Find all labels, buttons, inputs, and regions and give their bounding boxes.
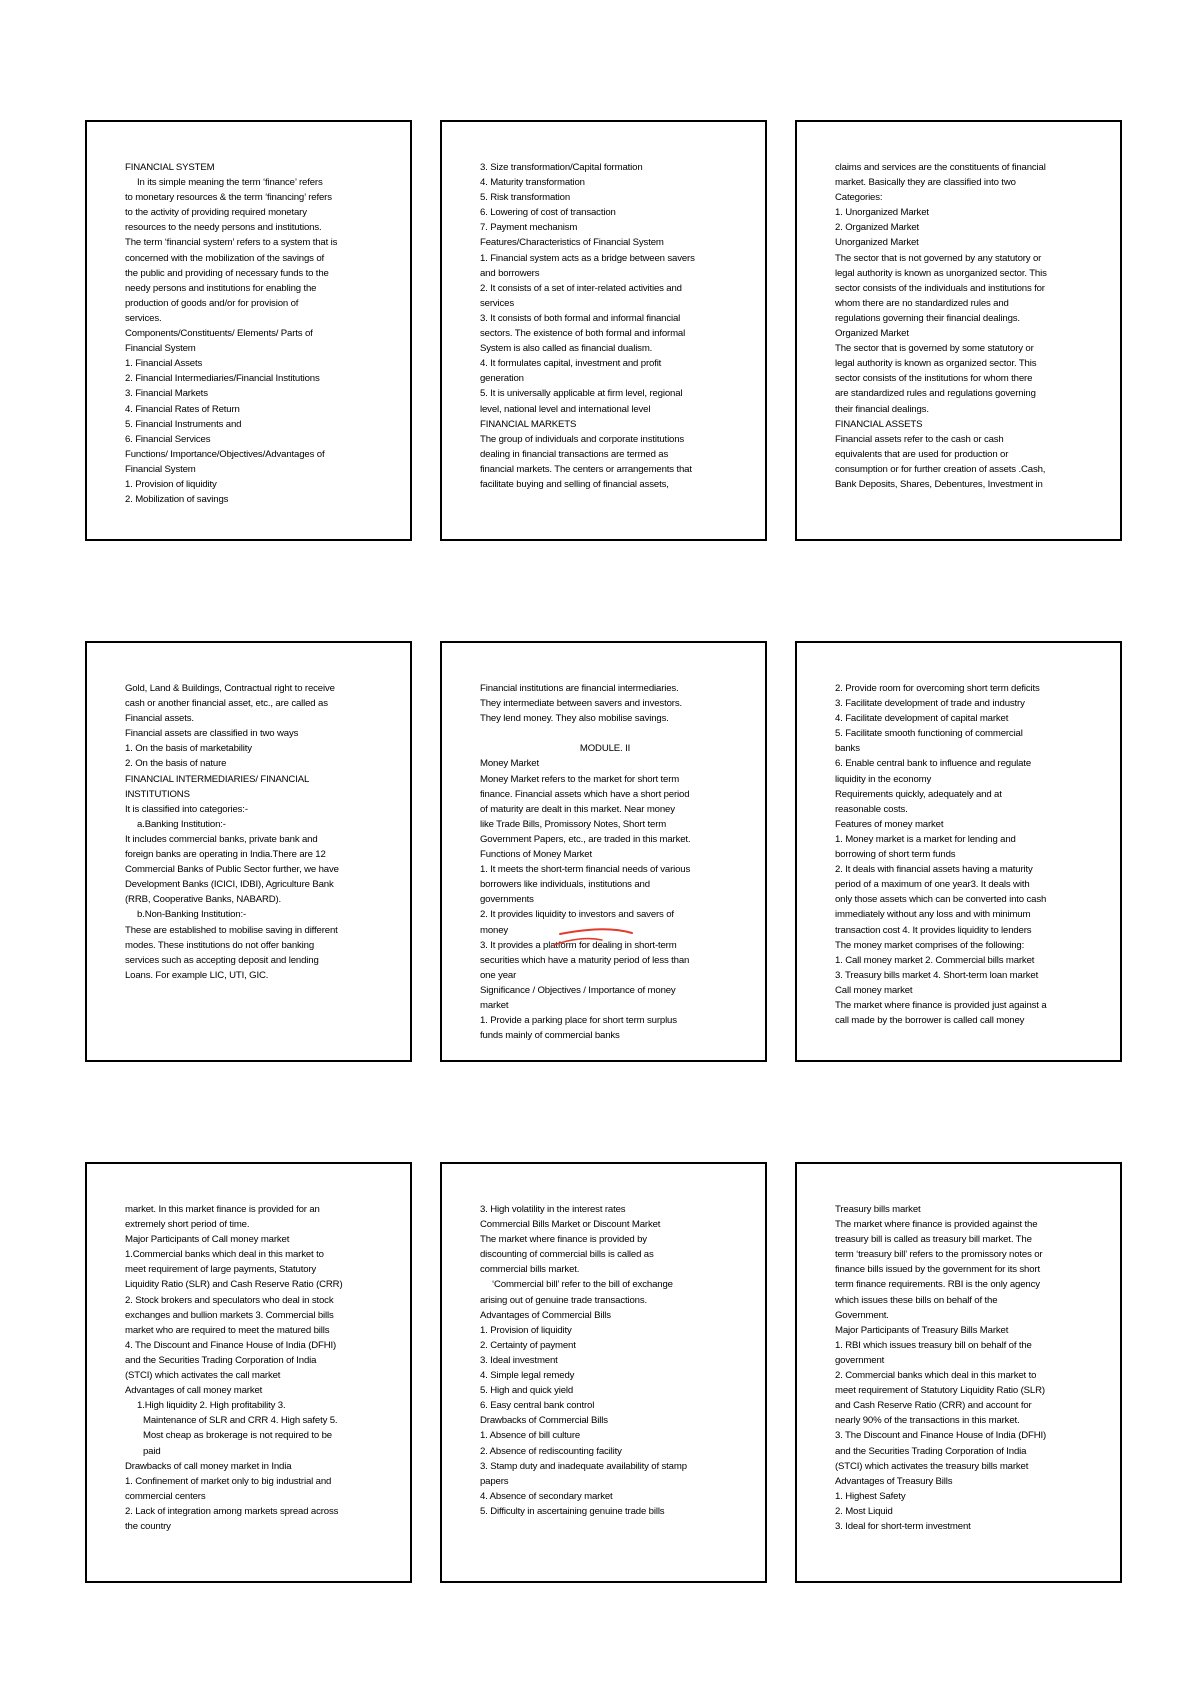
slide-text-line: 3. Stamp duty and inadequate availability of stamp xyxy=(480,1460,687,1472)
slide-text-line: Call money market xyxy=(835,984,913,996)
slide-text-line: production of goods and/or for provision of xyxy=(125,297,299,309)
slide-text-line: sectors. The existence of both formal and informal xyxy=(480,328,686,340)
slide-text-line: 4. It formulates capital, investment and profit xyxy=(480,358,662,370)
slide-text-line: 2. Stock brokers and speculators who deal in stock xyxy=(125,1294,334,1306)
slide-text-line: Loans. For example LIC, UTI, GIC. xyxy=(125,969,269,981)
slide-text-line: Financial System xyxy=(125,463,196,475)
slide-text-line: 1. Call money market 2. Commercial bills market xyxy=(835,954,1035,966)
slide-text-line: finance bills issued by the government for its short xyxy=(835,1264,1040,1276)
slide-text xyxy=(835,160,1085,492)
slide-text-line: commercial bills market. xyxy=(480,1264,580,1276)
slide-text-line: The market where finance is provided against the xyxy=(835,1219,1038,1231)
slide-text-line: concerned with the mobilization of the savings of xyxy=(125,252,325,264)
slide-text-line: liquidity in the economy xyxy=(835,773,932,785)
slide-text-line: 1. Provide a parking place for short term surplus xyxy=(480,1015,677,1027)
slide-text-line: Commercial Bills Market or Discount Market xyxy=(480,1219,661,1231)
slide-text-line: 3. Treasury bills market 4. Short-term loan market xyxy=(835,969,1039,981)
slide-text-line: services. xyxy=(125,312,162,324)
slide-text-line: meet requirement of large payments, Statutory xyxy=(125,1264,317,1276)
slide-text-line: governments xyxy=(480,894,534,906)
slide-text-line: 2. Provide room for overcoming short term deficits xyxy=(835,683,1040,694)
slide-text-line: meet requirement of Statutory Liquidity Ratio (SLR) xyxy=(835,1385,1045,1397)
slide-text xyxy=(835,681,1085,1028)
slide-text-line: dealing in financial transactions are termed as xyxy=(480,448,669,460)
slide-text xyxy=(835,1202,1085,1534)
slide-text-line: 1. Absence of bill culture xyxy=(480,1430,581,1442)
slide-thumbnail[interactable] xyxy=(440,1162,767,1583)
slide-text-line: to monetary resources & the term ‘financing’ refers xyxy=(125,192,332,204)
slide-text-line: FINANCIAL SYSTEM xyxy=(125,162,215,173)
slide-text-line: FINANCIAL MARKETS xyxy=(480,418,577,430)
slide-text-line: 6. Lowering of cost of transaction xyxy=(480,207,616,219)
slide-text-line: a.Banking Institution:- xyxy=(137,818,226,830)
slide-text-line: needy persons and institutions for enabling the xyxy=(125,282,317,294)
slide-text-line: 1. Provision of liquidity xyxy=(125,478,217,490)
slide-text-line: of maturity are dealt in this market. Near money xyxy=(480,803,675,815)
slide-text-line: MODULE. II xyxy=(579,743,631,755)
slide-text-line: treasury bill is called as treasury bill market. The xyxy=(835,1234,1032,1246)
slide-text-line: FINANCIAL INTERMEDIARIES/ FINANCIAL xyxy=(125,773,310,785)
slide-text-line: Advantages of Commercial Bills xyxy=(480,1309,611,1321)
slide-text-line: 3. Facilitate development of trade and industry xyxy=(835,698,1025,710)
slide-text-line: Drawbacks of call money market in India xyxy=(125,1460,292,1472)
slide-text-line: arising out of genuine trade transactions. xyxy=(480,1294,648,1306)
slide-text-line: 5. Facilitate smooth functioning of commercial xyxy=(835,728,1023,740)
slide-text-line: Unorganized Market xyxy=(835,237,919,249)
slide-text-line: 2. Commercial banks which deal in this market to xyxy=(835,1370,1037,1382)
slide-text-line: papers xyxy=(480,1475,509,1487)
slide-text-line: 2. It deals with financial assets having a maturity xyxy=(835,864,1033,876)
slide-text-line: Features of money market xyxy=(835,818,944,830)
slide-text-line: 2. Most Liquid xyxy=(835,1505,893,1517)
slide-text-line: 1. Confinement of market only to big industrial and xyxy=(125,1475,332,1487)
slide-text-line: It is classified into categories:- xyxy=(125,803,248,815)
slide-text-line: equivalents that are used for production or xyxy=(835,448,1009,460)
slide-text-line: (STCI) which activates the call market xyxy=(125,1370,281,1382)
slide-text-line: The money market comprises of the following: xyxy=(835,939,1025,951)
slide-text-line: Features/Characteristics of Financial System xyxy=(480,237,664,249)
slide-text-line: like Trade Bills, Promissory Notes, Short term xyxy=(480,818,667,830)
slide-text-line: 3. Ideal for short-term investment xyxy=(835,1520,971,1532)
slide-text-line: 3. High volatility in the interest rates xyxy=(480,1204,626,1215)
slide-text-line: immediately without any loss and with minimum xyxy=(835,909,1031,921)
slide-text-line: 4. Financial Rates of Return xyxy=(125,403,240,415)
slide-text-line: Advantages of Treasury Bills xyxy=(835,1475,953,1487)
slide-text-line: 2. Organized Market xyxy=(835,222,920,234)
slide-text-line: The market where finance is provided by xyxy=(480,1234,647,1246)
slide-text-line: Financial System xyxy=(125,343,196,355)
slide-text-line: level, national level and international level xyxy=(480,403,651,415)
slide-thumbnail[interactable] xyxy=(795,641,1122,1062)
slide-text-line: and borrowers xyxy=(480,267,540,279)
slide-thumbnail[interactable] xyxy=(795,120,1122,541)
slide-text xyxy=(480,1202,730,1519)
slide-text-line: legal authority is known as organized sector. This xyxy=(835,358,1037,370)
slide-text-line: 3. Ideal investment xyxy=(480,1354,558,1366)
slide-text-line: 1. Highest Safety xyxy=(835,1490,906,1502)
slide-text-line: cash or another financial asset, etc., are called as xyxy=(125,698,328,710)
slide-text-line: Money Market refers to the market for short term xyxy=(480,773,680,785)
slide-text-line: 1.Commercial banks which deal in this market to xyxy=(125,1249,324,1261)
slide-text-line: period of a maximum of one year3. It deals with xyxy=(835,879,1030,891)
slide-text-line: Financial assets refer to the cash or cash xyxy=(835,433,1004,445)
slide-text-line: The sector that is governed by some statutory or xyxy=(835,343,1034,355)
slide-text-line: only those assets which can be converted into cash xyxy=(835,894,1047,906)
slide-text-line: Organized Market xyxy=(835,328,909,340)
slide-text-line: ‘Commercial bill’ refer to the bill of exchange xyxy=(492,1279,673,1291)
slide-text-line: exchanges and bullion markets 3. Commercial bills xyxy=(125,1309,334,1321)
slide-text xyxy=(125,160,375,507)
slide-text-line: 2. It consists of a set of inter-related activities and xyxy=(480,282,682,294)
slide-text-line: consumption or for further creation of assets .Cash, xyxy=(835,463,1046,475)
slide-text-line: extremely short period of time. xyxy=(125,1219,250,1231)
slide-text-line: term ‘treasury bill’ refers to the promissory notes or xyxy=(835,1249,1043,1261)
slide-thumbnail[interactable] xyxy=(85,641,412,1062)
slide-text-line: Major Participants of Treasury Bills Market xyxy=(835,1324,1009,1336)
slide-text-line: foreign banks are operating in India.There are 12 xyxy=(125,849,326,861)
slide-thumbnail[interactable] xyxy=(795,1162,1122,1583)
slide-text-line: Categories: xyxy=(835,192,883,204)
slide-text-line: 3. Size transformation/Capital formation xyxy=(480,162,643,173)
slide-text-line: Maintenance of SLR and CRR 4. High safety 5. xyxy=(143,1415,338,1427)
slide-text-line: their financial dealings. xyxy=(835,403,929,415)
slide-text-line: legal authority is known as unorganized sector. This xyxy=(835,267,1047,279)
slide-text-line: Functions/ Importance/Objectives/Advantages of xyxy=(125,448,325,460)
slide-text-line: 5. It is universally applicable at firm level, regional xyxy=(480,388,683,400)
slide-text-line: financial markets. The centers or arrangements that xyxy=(480,463,692,475)
slide-text-line: Commercial Banks of Public Sector further, we have xyxy=(125,864,339,876)
slide-text-line: borrowers like individuals, institutions and xyxy=(480,879,650,891)
slide-text-line: System is also called as financial dualism. xyxy=(480,343,653,355)
slide-text-line: 3. It provides a platform for dealing in short-term xyxy=(480,939,677,951)
slide-thumbnail[interactable] xyxy=(440,120,767,541)
slide-text-line: The sector that is not governed by any statutory or xyxy=(835,252,1042,264)
slide-text-line: sector consists of the institutions for whom there xyxy=(835,373,1033,385)
slide-text xyxy=(480,681,730,1043)
slide-text-line: 4. Facilitate development of capital market xyxy=(835,713,1009,725)
slide-thumbnail[interactable] xyxy=(440,641,767,1062)
slide-text-line: FINANCIAL ASSETS xyxy=(835,418,923,430)
slide-text-line: transaction cost 4. It provides liquidity to lenders xyxy=(835,924,1032,936)
slide-text-line: These are established to mobilise saving in different xyxy=(125,924,338,936)
slide-text-line: the country xyxy=(125,1520,171,1532)
slide-text-line: 2. On the basis of nature xyxy=(125,758,227,770)
slide-text xyxy=(480,160,730,492)
slide-text-line: services such as accepting deposit and lending xyxy=(125,954,319,966)
slide-text-line: It includes commercial banks, private bank and xyxy=(125,833,318,845)
slide-text-line: The term ‘financial system’ refers to a system that is xyxy=(125,237,338,249)
slide-text-line: 2. Absence of rediscounting facility xyxy=(480,1445,622,1457)
slide-text-line: money xyxy=(480,924,509,936)
slide-text-line: 2. Lack of integration among markets spread across xyxy=(125,1505,339,1517)
slide-text-line: banks xyxy=(835,743,860,755)
slide-thumbnail[interactable] xyxy=(85,1162,412,1583)
slide-text-line: reasonable costs. xyxy=(835,803,908,815)
slide-text-line: 4. Maturity transformation xyxy=(480,177,585,189)
slide-text-line: 6. Easy central bank control xyxy=(480,1400,595,1412)
slide-text-line: 4. Simple legal remedy xyxy=(480,1370,575,1382)
slide-text-line: 1. On the basis of marketability xyxy=(125,743,252,755)
slide-text-line: one year xyxy=(480,969,517,981)
slide-text-line: which issues these bills on behalf of the xyxy=(835,1294,998,1306)
slide-text-line: borrowing of short term funds xyxy=(835,849,956,861)
slide-text-line: Bank Deposits, Shares, Debentures, Investment in xyxy=(835,478,1043,490)
slide-text-line: 5. Financial Instruments and xyxy=(125,418,242,430)
slide-text-line: Major Participants of Call money market xyxy=(125,1234,290,1246)
slide-text-line: 4. The Discount and Finance House of India (DFHI) xyxy=(125,1339,337,1351)
slide-text-line: and the Securities Trading Corporation of India xyxy=(835,1445,1027,1457)
slide-text-line: 2. It provides liquidity to investors and savers of xyxy=(480,909,674,921)
slide-text-line: 2. Financial Intermediaries/Financial Institutions xyxy=(125,373,320,385)
slide-text-line: 5. High and quick yield xyxy=(480,1385,574,1397)
slide-text-line: market xyxy=(480,999,509,1011)
slide-text xyxy=(125,681,375,983)
slide-text-line: Government Papers, etc., are traded in this market. xyxy=(480,833,691,845)
slide-thumbnail[interactable] xyxy=(85,120,412,541)
slide-text-line: market. Basically they are classified into two xyxy=(835,177,1016,189)
slide-text-line: are standardized rules and regulations governing xyxy=(835,388,1036,400)
slide-text-line: nearly 90% of the transactions in this market. xyxy=(835,1415,1020,1427)
slide-text-line: claims and services are the constituents of financial xyxy=(835,162,1046,173)
slide-text-line: market who are required to meet the matured bills xyxy=(125,1324,330,1336)
slide-text-line: sector consists of the individuals and institutions for xyxy=(835,282,1045,294)
slide-text-line: Components/Constituents/ Elements/ Parts of xyxy=(125,328,313,340)
slide-text-line: regulations governing their financial dealings. xyxy=(835,312,1020,324)
slide-text-line: 1. Unorganized Market xyxy=(835,207,929,219)
slide-text-line: Liquidity Ratio (SLR) and Cash Reserve Ratio (CRR) xyxy=(125,1279,343,1291)
slide-text-line: the public and providing of necessary funds to the xyxy=(125,267,329,279)
slide-text-line: INSTITUTIONS xyxy=(125,788,190,800)
slide-text-line: (STCI) which activates the treasury bills market xyxy=(835,1460,1029,1472)
slide-text-line: They lend money. They also mobilise savings. xyxy=(480,713,669,725)
slide-text-line: call made by the borrower is called call money xyxy=(835,1015,1025,1027)
slide-text-line: 3. Financial Markets xyxy=(125,388,208,400)
slide-text-line: Development Banks (ICICI, IDBI), Agriculture Bank xyxy=(125,879,334,891)
slide-text-line: 1. It meets the short-term financial needs of various xyxy=(480,864,691,876)
slide-text-line: Financial institutions are financial intermediaries. xyxy=(480,683,679,694)
slide-text-line: 6. Enable central bank to influence and regulate xyxy=(835,758,1032,770)
slide-text-line: to the activity of providing required monetary xyxy=(125,207,307,219)
slide-text-line: funds mainly of commercial banks xyxy=(480,1030,620,1042)
slide-text-line: Treasury bills market xyxy=(835,1204,921,1215)
slide-text-line: Most cheap as brokerage is not required to be xyxy=(143,1430,332,1442)
slide-text-line: b.Non-Banking Institution:- xyxy=(137,909,247,921)
slide-text-line: Gold, Land & Buildings, Contractual right to receive xyxy=(125,683,335,694)
slide-text-line: Financial assets are classified in two ways xyxy=(125,728,299,740)
slide-text-line: Advantages of call money market xyxy=(125,1385,263,1397)
slide-text-line: 1. Financial Assets xyxy=(125,358,203,370)
slide-text-line: 4. Absence of secondary market xyxy=(480,1490,613,1502)
slide-text-line: discounting of commercial bills is called as xyxy=(480,1249,654,1261)
slide-text-line: 2. Certainty of payment xyxy=(480,1339,576,1351)
slide-text-line: The group of individuals and corporate institutions xyxy=(480,433,685,445)
slide-text-line: Drawbacks of Commercial Bills xyxy=(480,1415,608,1427)
slide-text-line: 1. Money market is a market for lending and xyxy=(835,833,1016,845)
slide-text-line: whom there are no standardized rules and xyxy=(835,297,1009,309)
slide-text-line: 5. Risk transformation xyxy=(480,192,571,204)
slide-text-line: paid xyxy=(143,1445,161,1457)
slide-text-line: resources to the needy persons and institutions. xyxy=(125,222,322,234)
slide-text-line: market. In this market finance is provided for an xyxy=(125,1204,320,1215)
slide-text-line: (RRB, Cooperative Banks, NABARD). xyxy=(125,894,282,906)
slide-text-line: Functions of Money Market xyxy=(480,849,592,861)
slide-text-line: commercial centers xyxy=(125,1490,206,1502)
slide-text-line: 2. Mobilization of savings xyxy=(125,494,229,506)
slide-text xyxy=(125,1202,375,1534)
slide-text-line: 3. The Discount and Finance House of India (DFHI) xyxy=(835,1430,1047,1442)
slide-text-line: Significance / Objectives / Importance of money xyxy=(480,984,676,996)
slide-text-line: securities which have a maturity period of less than xyxy=(480,954,690,966)
slide-text-line: generation xyxy=(480,373,524,385)
slide-text-line: government xyxy=(835,1354,885,1366)
slide-text-line: and Cash Reserve Ratio (CRR) and account for xyxy=(835,1400,1032,1412)
slide-text-line: term finance requirements. RBI is the only agency xyxy=(835,1279,1040,1291)
slide-text-line: 1. Provision of liquidity xyxy=(480,1324,572,1336)
slide-text-line: 1. Financial system acts as a bridge between savers xyxy=(480,252,695,264)
slide-text-line: In its simple meaning the term ‘finance’ refers xyxy=(137,177,323,189)
slide-text-line: They intermediate between savers and investors. xyxy=(480,698,682,710)
slide-text-line: modes. These institutions do not offer banking xyxy=(125,939,315,951)
slide-text-line: 7. Payment mechanism xyxy=(480,222,578,234)
slide-text-line: 3. It consists of both formal and informal financial xyxy=(480,312,681,324)
slide-text-line: The market where finance is provided just against a xyxy=(835,999,1047,1011)
slide-text-line: 6. Financial Services xyxy=(125,433,211,445)
slide-text-line: 1.High liquidity 2. High profitability 3. xyxy=(137,1400,286,1412)
slide-text-line: services xyxy=(480,297,514,309)
slide-text-line: Financial assets. xyxy=(125,713,194,725)
slide-text-line: and the Securities Trading Corporation of India xyxy=(125,1354,317,1366)
slide-text-line: Government. xyxy=(835,1309,889,1321)
slide-text-line: 1. RBI which issues treasury bill on behalf of the xyxy=(835,1339,1032,1351)
slide-text-line: finance. Financial assets which have a short period xyxy=(480,788,690,800)
slide-text-line xyxy=(480,726,730,741)
slide-text-line: Requirements quickly, adequately and at xyxy=(835,788,1002,800)
slide-text-line: Money Market xyxy=(480,758,539,770)
slide-text-line: 5. Difficulty in ascertaining genuine trade bills xyxy=(480,1505,665,1517)
slide-text-line: facilitate buying and selling of financial assets, xyxy=(480,478,669,490)
